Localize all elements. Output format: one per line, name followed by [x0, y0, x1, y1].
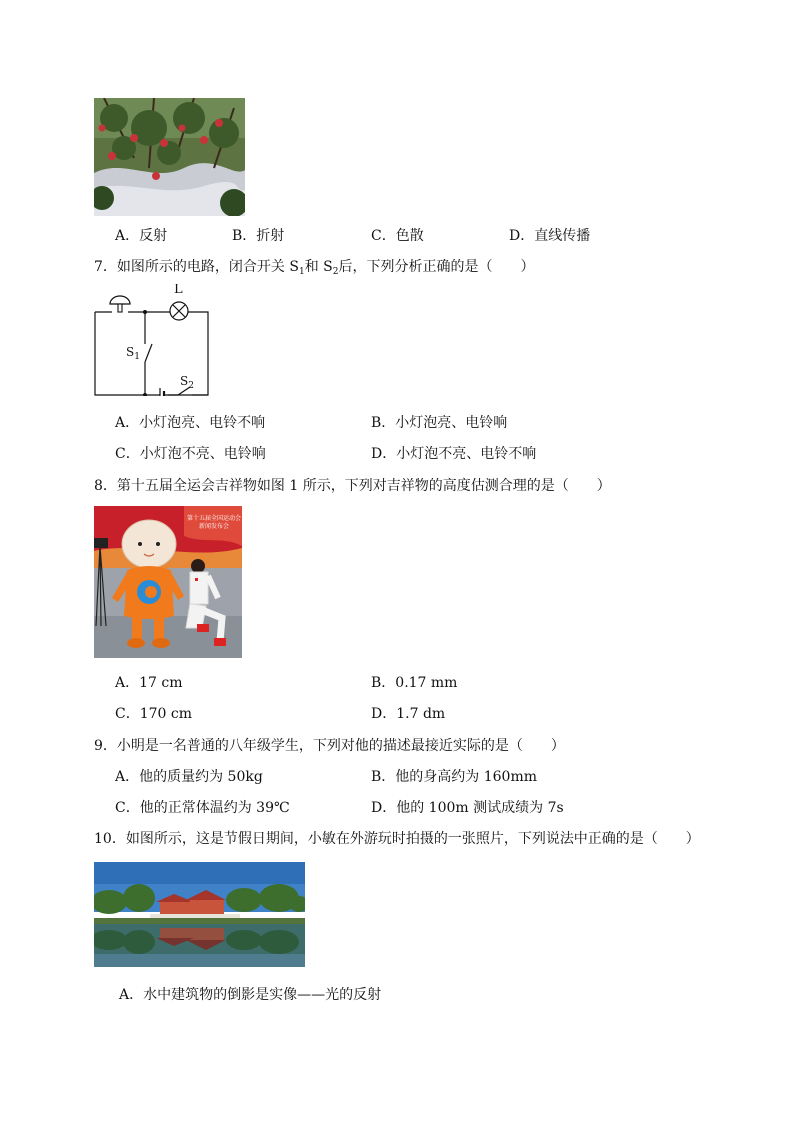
q8-stem: 8．第十五届全运会吉祥物如图 1 所示，下列对吉祥物的高度估测合理的是（ ）: [94, 478, 611, 494]
banner-line-1: 第十五届全国运动会: [186, 515, 242, 522]
q6-option-b: B．折射: [232, 228, 285, 244]
q9-option-d: D．他的 100m 测试成绩为 7s: [371, 800, 564, 816]
q8-option-a: A．17 cm: [115, 675, 183, 691]
bell-icon: [110, 296, 130, 304]
q7-option-a: A．小灯泡亮、电铃不响: [115, 415, 266, 431]
q7-s2-subscript: 2: [332, 267, 339, 277]
q7-stem: [94, 258, 534, 276]
banner-line-2: 新闻发布会: [198, 523, 230, 530]
q8-option-d: D．1.7 dm: [371, 706, 446, 722]
apple-tree-photo: [94, 98, 245, 216]
q7-option-b: B．小灯泡亮、电铃响: [371, 415, 508, 431]
q6-option-a: A．反射: [115, 228, 168, 244]
q6-option-d: D．直线传播: [509, 228, 591, 244]
lamp-label: L: [174, 284, 183, 297]
q7-stem-prefix: 7．如图所示的电路，闭合开关 S: [94, 259, 299, 275]
q7-option-d: D．小灯泡不亮、电铃不响: [371, 446, 537, 462]
s1-switch-icon: [145, 344, 152, 362]
q9-option-c: C．他的正常体温约为 39℃: [115, 800, 290, 816]
q8-option-c: C．170 cm: [115, 706, 192, 722]
q9-stem: 9．小明是一名普通的八年级学生，下列对他的描述最接近实际的是（ ）: [94, 738, 565, 754]
s2-label: $S_2$: [180, 374, 194, 391]
q8-option-b: B．0.17 mm: [371, 675, 458, 691]
q10-stem: 10．如图所示，这是节假日期间，小敏在外游玩时拍摄的一张照片，下列说法中正确的是（ ）: [94, 831, 700, 847]
mascot-head: [122, 520, 176, 568]
mascot-photo: [94, 506, 242, 658]
s1-label: $S_1$: [126, 345, 140, 362]
q7-s1-subscript: 1: [298, 267, 305, 277]
q9-option-b: B．他的身高约为 160mm: [371, 769, 538, 785]
q7-option-c: C．小灯泡不亮、电铃响: [115, 446, 266, 462]
q10-option-a: A．水中建筑物的倒影是实像——光的反射: [119, 987, 382, 1003]
q7-stem-suffix: 后，下列分析正确的是（ ）: [338, 259, 535, 275]
q9-option-a: A．他的质量约为 50kg: [115, 769, 263, 785]
pavilion-reflection-photo: [94, 862, 305, 967]
q7-stem-mid: 和 S: [304, 259, 333, 275]
q6-option-c: C．色散: [371, 228, 424, 244]
circuit-diagram: [92, 284, 212, 396]
